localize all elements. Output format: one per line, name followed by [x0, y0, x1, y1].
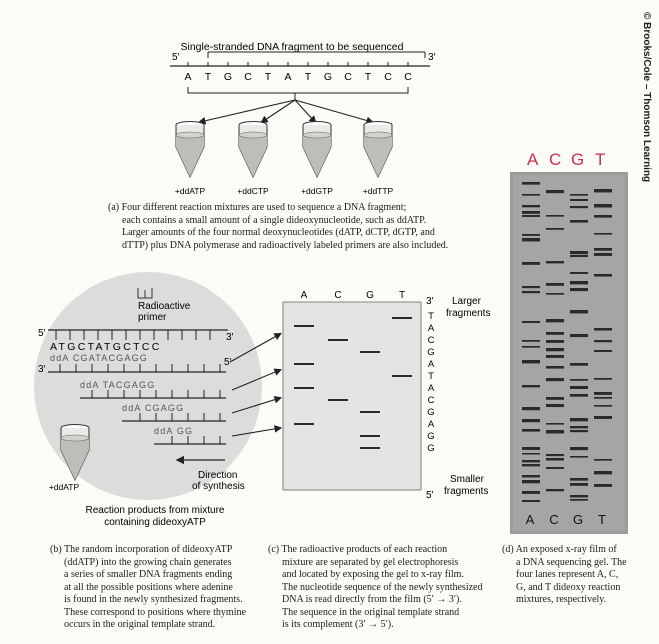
film-band-82	[594, 392, 612, 395]
panel-a-three-prime: 3′	[428, 52, 436, 63]
panel-c-figure	[280, 288, 495, 503]
film-top-a: A	[527, 150, 539, 169]
film-band-85	[594, 416, 612, 419]
film-band-49	[570, 206, 588, 208]
product-1-five-prime: 5′	[224, 357, 232, 368]
film-bottom-t: T	[598, 512, 606, 527]
panel-b-caption: (b) The random incorporation of dideoxyATP (ddATP) into the growing chain generates a series of smaller DNA fragments ending at all the possible positions where adenine is found in the newly synthesized fragments. These correspond to positions where thymine occurs in the original template strand.	[50, 544, 246, 630]
film-band-4	[522, 215, 540, 217]
film-band-11	[522, 340, 540, 342]
read-base-1: T	[428, 311, 434, 322]
template-sequence: ATGCTATGCTCC	[50, 341, 162, 353]
film-band-15	[522, 407, 540, 410]
base-7: T	[304, 71, 312, 83]
film-band-1	[522, 194, 540, 196]
film-band-36	[546, 355, 564, 358]
template-three-prime: 3′	[226, 332, 234, 343]
film-bottom-c: C	[549, 512, 559, 527]
base-5: T	[264, 71, 272, 83]
film-band-54	[570, 281, 588, 284]
film-band-61	[570, 394, 588, 397]
credit-text: © Brooks/Cole – Thomson Learning	[641, 12, 652, 183]
film-band-27	[546, 215, 564, 217]
lane-label-g: G	[366, 290, 374, 301]
film-band-20	[522, 460, 540, 462]
read-base-11: G	[427, 431, 435, 442]
film-band-5	[522, 234, 540, 236]
read-base-8: C	[427, 395, 435, 406]
film-band-53	[570, 272, 588, 274]
film-band-57	[570, 334, 588, 337]
film-band-68	[570, 483, 588, 486]
film-band-40	[546, 404, 564, 407]
film-band-60	[570, 386, 588, 389]
xray-film	[510, 172, 628, 534]
product-1-sequence: ddA CGATACGAGG	[50, 353, 148, 363]
film-band-10	[522, 321, 540, 323]
tube-label-ctp: +ddCTP	[237, 186, 269, 196]
read-base-5: A	[427, 359, 435, 370]
film-band-75	[594, 248, 612, 251]
film-top-g: G	[571, 150, 585, 169]
film-band-24	[522, 491, 540, 494]
lane-label-c: C	[334, 290, 342, 301]
film-band-9	[522, 291, 540, 293]
larger-label-line2: fragments	[446, 308, 491, 319]
film-band-17	[522, 429, 540, 432]
base-11: C	[384, 71, 392, 83]
film-bottom-a: A	[525, 512, 535, 527]
film-band-52	[570, 255, 588, 257]
base-10: T	[364, 71, 372, 83]
direction-label-line1: Direction	[198, 470, 238, 481]
panel-a-figure	[150, 30, 450, 205]
read-base-10: A	[427, 419, 435, 430]
read-base-3: C	[427, 335, 435, 346]
film-band-51	[570, 251, 588, 254]
base-12: C	[404, 71, 412, 83]
lane-label-t: T	[398, 290, 406, 301]
film-band-25	[522, 500, 540, 502]
film-band-34	[546, 340, 564, 343]
read-base-7: A	[427, 383, 435, 394]
film-band-33	[546, 332, 564, 335]
film-band-69	[570, 495, 588, 497]
tube-ttp	[364, 122, 392, 178]
film-band-3	[522, 211, 540, 214]
film-band-14	[522, 385, 540, 387]
film-top-c: C	[549, 150, 562, 169]
film-band-12	[522, 346, 540, 348]
template-five-prime: 5′	[38, 328, 46, 339]
tube-label-gtp: +ddGTP	[301, 186, 333, 196]
products-label-line2: containing dideoxyATP	[104, 517, 206, 528]
film-band-67	[570, 478, 588, 481]
tube-gtp	[303, 122, 331, 178]
film-band-39	[546, 397, 564, 400]
base-6: A	[284, 71, 292, 83]
film-band-50	[570, 220, 588, 223]
film-band-81	[594, 378, 612, 380]
film-band-80	[594, 350, 612, 352]
film-band-28	[546, 228, 564, 230]
film-band-55	[570, 288, 588, 291]
film-band-37	[546, 366, 564, 369]
film-band-35	[546, 348, 564, 351]
film-band-45	[546, 467, 564, 469]
primer-label-line1: Radioactive	[138, 301, 191, 312]
panel-a-five-prime: 5′	[172, 52, 180, 63]
credit-line	[640, 12, 654, 212]
film-band-32	[546, 319, 564, 322]
film-band-87	[594, 471, 612, 474]
film-band-23	[522, 480, 540, 483]
film-band-79	[594, 340, 612, 342]
film-band-63	[570, 426, 588, 428]
film-band-48	[570, 199, 588, 201]
base-4: C	[244, 71, 252, 83]
lane-label-a: A	[300, 290, 308, 301]
film-band-65	[570, 447, 588, 450]
larger-label-line1: Larger	[452, 296, 481, 307]
film-band-58	[570, 363, 588, 366]
tube-ddatp-label: +ddATP	[48, 482, 80, 492]
film-band-47	[570, 194, 588, 196]
film-band-70	[570, 499, 588, 501]
film-band-8	[522, 286, 540, 288]
film-band-84	[594, 405, 612, 407]
base-8: G	[323, 71, 333, 83]
film-band-31	[546, 293, 564, 295]
film-band-66	[570, 456, 588, 458]
tube-atp	[176, 122, 204, 178]
film-band-29	[546, 261, 564, 263]
read-base-9: G	[427, 407, 435, 418]
read-base-12: G	[427, 443, 435, 454]
film-band-77	[594, 274, 612, 277]
film-band-72	[594, 204, 612, 207]
product-4-sequence: ddA GG	[154, 426, 194, 436]
film-band-76	[594, 253, 612, 256]
film-band-26	[546, 190, 564, 193]
gel-five-prime: 5′	[426, 490, 434, 501]
film-bottom-g: G	[572, 512, 584, 527]
read-base-6: T	[428, 371, 434, 382]
tube-label-atp: +ddATP	[174, 186, 206, 196]
film-band-0	[522, 182, 540, 185]
panel-a-title: Single-stranded DNA fragment to be sequenced	[180, 41, 404, 53]
film-band-42	[546, 430, 564, 433]
smaller-label-line1: Smaller	[450, 474, 484, 485]
tube-label-ttp: +ddTTP	[362, 186, 394, 196]
read-base-2: A	[427, 323, 435, 334]
distribution-arrows	[200, 100, 372, 122]
panel-a-caption: (a) Four different reaction mixtures are used to sequence a DNA fragment; each contains a small amount of a single dideoxynucleotide, such as ddATP. Larger amounts of the four normal deoxynucleotides (dATP, dCTP, dGTP, and dTTP) plus DNA polymerase and radioactively labeled primers are also included.	[108, 202, 449, 251]
film-band-78	[594, 328, 612, 331]
base-3: G	[223, 71, 233, 83]
strand-sequence	[184, 71, 412, 83]
film-band-30	[546, 283, 564, 286]
film-band-64	[570, 430, 588, 432]
product-3-sequence: ddA CGAGG	[122, 403, 185, 413]
film-top-letters	[525, 150, 625, 172]
primer-label-line2: primer	[138, 312, 167, 323]
film-band-56	[570, 310, 588, 313]
sequence-bracket	[188, 87, 408, 93]
film-band-86	[594, 459, 612, 461]
film-band-19	[522, 453, 540, 455]
film-band-71	[594, 189, 612, 192]
gel-three-prime: 3′	[426, 296, 434, 307]
film-band-59	[570, 379, 588, 381]
film-band-41	[546, 423, 564, 425]
film-top-t: T	[595, 150, 606, 169]
film-band-73	[594, 215, 612, 218]
base-2: T	[204, 71, 212, 83]
panel-d-caption: (d) An exposed x-ray film of a DNA sequencing gel. The four lanes represent A, C, G, and T dideoxy reaction mixtures, respectively.	[502, 544, 627, 605]
film-band-74	[594, 233, 612, 235]
film-band-6	[522, 238, 540, 241]
film-band-18	[522, 447, 540, 450]
film-band-21	[522, 464, 540, 466]
film-band-88	[594, 484, 612, 487]
base-9: C	[344, 71, 352, 83]
smaller-label-line2: fragments	[444, 486, 489, 497]
film-band-13	[522, 360, 540, 363]
gel-box	[283, 302, 421, 490]
product-1-three-prime: 3′	[38, 364, 46, 375]
base-1: A	[184, 71, 192, 83]
film-band-83	[594, 397, 612, 399]
film-band-22	[522, 475, 540, 477]
film-band-2	[522, 205, 540, 207]
film-band-62	[570, 418, 588, 421]
film-band-43	[546, 454, 564, 456]
product-2-sequence: ddA TACGAGG	[80, 380, 156, 390]
film-band-46	[546, 489, 564, 491]
film-band-16	[522, 419, 540, 422]
panel-c-caption: (c) The radioactive products of each reaction mixture are separated by gel electrophoresis and located by exposing the gel to x-ray film. The nucleotide sequence of the newly synthesized DNA is read directly from the film (5′ → 3′). The sequence in the original template strand is its complement (3′ → 5′).	[268, 544, 483, 630]
film-band-7	[522, 262, 540, 265]
products-label-line1: Reaction products from mixture	[85, 505, 225, 516]
direction-label-line2: of synthesis	[192, 481, 245, 492]
film-band-38	[546, 378, 564, 381]
film-band-44	[546, 458, 564, 461]
tube-ctp	[239, 122, 267, 178]
read-base-4: G	[427, 347, 435, 358]
